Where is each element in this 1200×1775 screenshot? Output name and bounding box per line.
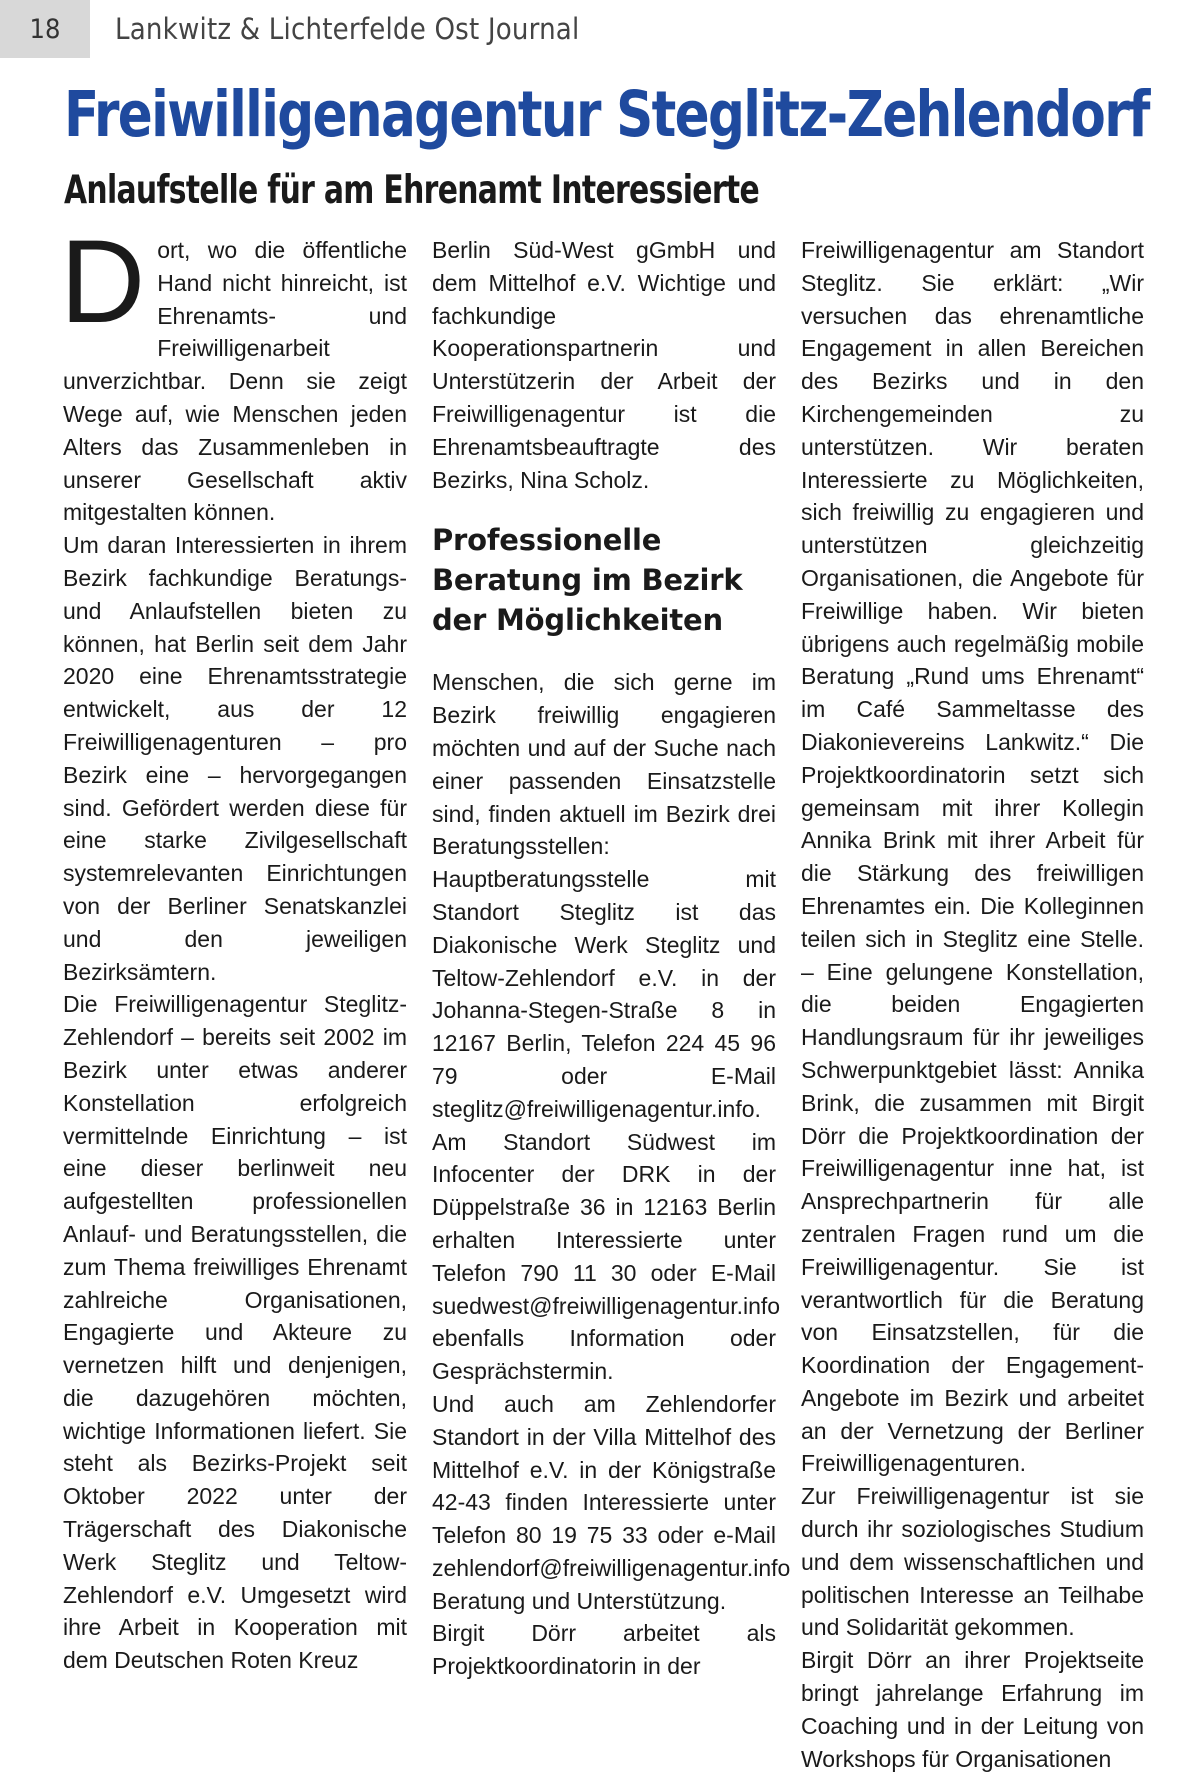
drop-cap: D	[60, 216, 146, 348]
paragraph-annika-study: Zur Freiwilligenagentur ist sie durch ihr soziologisches Studium und dem wissenschaftlichen und politischen Interesse an Teilhabe und Solidarität gekommen.	[801, 1483, 1144, 1641]
paragraph-suedwest: Am Standort Südwest im Infocenter der DRK in der Düppelstraße 36 in 12163 Berlin erhalten Interessierte unter Telefon 790 11 30 oder E-Mail suedwest@freiwilligenagentur.info ebenfalls Information oder Gesprächstermin.	[432, 1128, 781, 1385]
paragraph-birgit-experience: Birgit Dörr an ihrer Projektseite bringt jahrelange Erfahrung im Coaching und in der Leitung von Workshops für Organisationen	[801, 1647, 1144, 1772]
section-heading: Professionelle Beratung im Bezirk der Möglichkeiten	[432, 523, 743, 638]
page-number: 18	[29, 13, 61, 45]
paragraph-birgit-continued: Freiwilligenagentur am Standort Steglitz. Sie erklärt: „Wir versuchen das ehrenamtliche Engagement in allen Bereichen des Bezirks und in den Kirchengemeinden zu unterstützen. Wir beraten Interessierte zu Möglichkeiten, sich freiwillig zu engagieren und unterstützen gleichzeitig Organisationen, die Angebote für Freiwillige haben. Wir bieten übrigens auch regelmäßig mobile Beratung „Rund ums Ehrenamt“ im Café Sammeltasse des Diakonievereins Lankwitz.“ Die Projektkoordinatorin setzt sich gemeinsam mit ihrer Kollegin Annika Brink mit ihrer Arbeit für die Stärkung des freiwilligen Ehrenamtes ein. Die Kolleginnen teilen sich in Steglitz eine Stelle. – Eine gelungene Konstellation, die beiden Engagierten Handlungsraum für ihr jeweiliges Schwerpunktgebiet lässt: Annika Brink, die zusammen mit Birgit Dörr die Projektkoordination der Freiwilligenagentur inne hat, ist Ansprechpartnerin für alle zentralen Fragen rund um die Freiwilligenagentur. Sie ist verantwortlich für die Beratung von Einsatzstellen, für die Koordination der Engagement-Angebote im Bezirk und arbeitet an der Vernetzung der Berliner Freiwilligenagenturen.	[801, 237, 1144, 1477]
paragraph-agency: Die Freiwilligenagentur Steglitz-Zehlendorf – bereits seit 2002 im Bezirk unter etwas anderer Konstellation erfolgreich vermittelnde Einrichtung – ist eine dieser berlinweit neu aufgestellten professionellen Anlauf- und Beratungsstellen, die zum Thema freiwilliges Ehrenamt zahlreiche Organisationen, Engagierte und Akteure zu vernetzen hilft und denjenigen, die dazugehören möchten, wichtige Informationen liefert. Sie steht als Bezirks-Projekt seit Oktober 2022 unter der Trägerschaft des Diakonische Werk Steglitz und Teltow-Zehlendorf e.V. Umgesetzt wird ihre Arbeit in Kooperation mit dem Deutschen Roten Kreuz	[63, 991, 407, 1674]
page-number-box	[0, 0, 90, 58]
article-column-3	[801, 234, 1144, 1775]
paragraph-people: Menschen, die sich gerne im Bezirk freiwillig engagieren möchten und auf der Suche nach einer passenden Einsatzstelle sind, finden aktuell im Bezirk drei Beratungsstellen:	[432, 669, 776, 860]
paragraph-intro: ort, wo die öffentliche Hand nicht hinreicht, ist Ehrenamts- und Freiwilligenarbeit unverzichtbar. Denn sie zeigt Wege auf, wie Menschen jeden Alters das Zusammenleben in unserer Gesellschaft aktiv mitgestalten können.	[63, 237, 407, 526]
paragraph-zehlendorf: Und auch am Zehlendorfer Standort in der Villa Mittelhof des Mittelhof e.V. in der Königstraße 42-43 finden Interessierte unter Telefon 80 19 75 33 oder e-Mail zehlendorf@freiwilligenagentur.info Beratung und Unterstützung.	[432, 1390, 791, 1614]
paragraph-strategy: Um daran Interessierten in ihrem Bezirk fachkundige Beratungs- und Anlaufstellen bieten zu können, hat Berlin seit dem Jahr 2020 eine Ehrenamtsstrategie entwickelt, aus der 12 Freiwilligenagenturen – pro Bezirk eine – hervorgegangen sind. Gefördert werden diese für eine starke Zivilgesellschaft systemrelevanten Einrichtungen von der Berliner Senatskanzlei und den jeweiligen Bezirksämtern.	[63, 532, 407, 985]
article-column-2	[432, 234, 791, 1683]
article-headline: Freiwilligenagentur Steglitz-Zehlendorf	[64, 78, 1149, 151]
paragraph-birgit: Birgit Dörr arbeitet als Projektkoordinatorin in der	[432, 1620, 776, 1680]
article-subheadline: Anlaufstelle für am Ehrenamt Interessierte	[64, 168, 760, 213]
paragraph-steglitz: Hauptberatungsstelle mit Standort Steglitz ist das Diakonische Werk Steglitz und Teltow-Zehlendorf e.V. in der Johanna-Stegen-Straße 8 in 12167 Berlin, Telefon 224 45 96 79 oder E-Mail steglitz@freiwilligenagentur.info.	[432, 866, 776, 1122]
paragraph-agency-continued: Berlin Süd-West gGmbH und dem Mittelhof e.V. Wichtige und fachkundige Kooperationspartnerin und Unterstützerin der Arbeit der Freiwilligenagentur ist die Ehrenamtsbeauftragte des Bezirks, Nina Scholz.	[432, 237, 776, 493]
article-column-1	[60, 216, 407, 1677]
journal-name: Lankwitz & Lichterfelde Ost Journal	[115, 12, 580, 46]
